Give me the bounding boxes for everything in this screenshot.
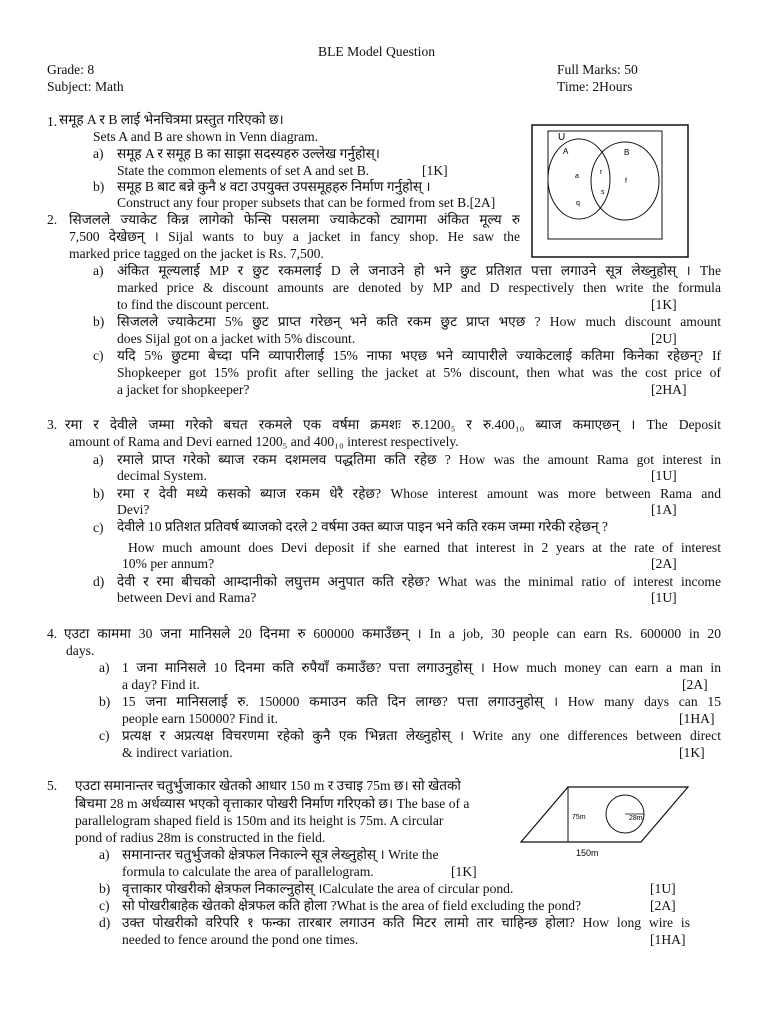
q1-english-text: Sets A and B are shown in Venn diagram. — [93, 129, 319, 144]
q1a-label: a) — [93, 146, 104, 161]
venn-label-u: U — [558, 132, 566, 143]
q3b-marks: [1A] — [651, 502, 677, 517]
q2c-line3: a jacket for shopkeeper? — [117, 382, 250, 397]
q5b-label: b) — [99, 881, 111, 896]
exam-title: BLE Model Question — [318, 44, 436, 59]
q5-text-line3: parallelogram shaped field is 150m and its height is 75m. A circular — [75, 813, 444, 828]
q5d-label: d) — [99, 915, 111, 930]
q4b-line1: 15 जना मानिसलाई रु. 150000 कमाउन कति दिन लाग्छ? पत्ता लगाउनुहोस् । How many days can 15 — [122, 694, 721, 709]
q4b-line2: people earn 150000? Find it. — [122, 711, 278, 726]
q3b-line2: Devi? — [117, 502, 150, 517]
q5d-marks: [1HA] — [650, 932, 686, 947]
venn-element-r: r — [600, 169, 603, 176]
q1-number: 1. — [47, 114, 58, 129]
subject-label: Subject: Math — [47, 79, 124, 94]
venn-label-b: B — [624, 148, 630, 157]
q3b-label: b) — [93, 486, 105, 501]
q3-text-line1: रमा र देवीले जम्मा गरेको बचत रकमले एक वर्षमा क्रमशः रु.1200₅ र रु.400₁₀ ब्याज कमाएछन् । The Deposit — [65, 417, 721, 432]
q4a-marks: [2A] — [682, 677, 708, 692]
q5d-line2: needed to fence around the pond one times. — [122, 932, 359, 947]
q1a-nepali-text: समूह A र समूह B का साझा सदस्यहरु उल्लेख गर्नुहोस्। — [117, 146, 380, 161]
q2a-label: a) — [93, 263, 104, 278]
q3a-line2: decimal System. — [117, 468, 207, 483]
q2b-label: b) — [93, 314, 105, 329]
venn-element-a: a — [575, 173, 579, 180]
venn-label-a: A — [563, 147, 569, 156]
q5a-line1: समानान्तर चतुर्भुजको क्षेत्रफल निकाल्ने सूत्र लेख्नुहोस् । Write the — [122, 847, 439, 862]
q5-text-line2: बिचमा 28 m अर्धव्यास भएको वृत्ताकार पोखरी निर्माण गरिएको छ। The base of a — [75, 796, 470, 811]
q2c-line2: Shopkeeper got 15% profit after selling the jacket at 5% discount, then what was the cost price of — [117, 365, 721, 380]
q3d-line1: देवी र रमा बीचको आम्दानीको लघुत्तम अनुपात कति रहेछ? What was the minimal ratio of interest income — [117, 574, 721, 589]
q4c-marks: [1K] — [679, 745, 705, 760]
grade-label: Grade: 8 — [47, 62, 95, 77]
q3-text-line2: amount of Rama and Devi earned 1200₅ and 400₁₀ interest respectively. — [69, 434, 459, 449]
q2c-line1: यदि 5% छुटमा बेच्दा पनि व्यापारीलाई 15% नाफा भएछ भने व्यापारीले ज्याकेटलाई कतिमा किनेका रहेछन्? If — [117, 348, 721, 363]
q3-number: 3. — [47, 417, 58, 432]
q2c-label: c) — [93, 348, 104, 363]
q4a-line1: 1 जना मानिसले 10 दिनमा कति रुपैयाँ कमाउँछ? पत्ता लगाउनुहोस् । How much money can earn a man in — [122, 660, 721, 675]
q3c-line1: देवीले 10 प्रतिशत प्रतिवर्ष ब्याजको दरले 2 वर्षमा उक्त ब्याज पाइन भने कति रकम जम्मा गरेकी रहेछन् ? — [117, 519, 608, 534]
q1a-marks: [1K] — [422, 163, 448, 178]
q2a-line3: to find the discount percent. — [117, 297, 270, 312]
full-marks-label: Full Marks: 50 — [557, 62, 638, 77]
q4c-line1: प्रत्यक्ष र अप्रत्यक्ष विचरणमा रहेको कुनै एक भिन्नता लेख्नुहोस् । Write any one differences between direct — [122, 728, 721, 743]
q3a-line1: रमाले प्राप्त गरेको ब्याज रकम दशमलव पद्धतिमा कति रहेछ ? How was the amount Rama got interest in — [117, 452, 721, 467]
figure-height-label: 75m — [572, 814, 586, 821]
q2b-line1: सिजलले ज्याकेटमा 5% छुट प्राप्त गरेछन् भने कति रकम छुट प्राप्त भएछ ? How much discount amount — [117, 314, 721, 329]
time-label: Time: 2Hours — [557, 79, 633, 94]
q3a-label: a) — [93, 452, 104, 467]
q2c-marks: [2HA] — [651, 382, 687, 397]
q3c-line2: How much amount does Devi deposit if she earned that interest in 2 years at the rate of interest — [128, 540, 721, 555]
q3c-label: c) — [93, 520, 104, 535]
q5a-line2: formula to calculate the area of parallelogram. — [122, 864, 374, 879]
q4-text-line1: एउटा काममा 30 जना मानिसले 20 दिनमा रु 600000 कमाउँछन् । In a job, 30 people can earn Rs. 600000 in 20 — [64, 626, 721, 641]
q2-number: 2. — [47, 212, 58, 227]
venn-element-f: f — [625, 178, 627, 185]
q5c-marks: [2A] — [650, 898, 676, 913]
q4b-marks: [1HA] — [679, 711, 715, 726]
q5c-line1: सो पोखरीबाहेक खेतको क्षेत्रफल कति होला ?What is the area of field excluding the pond? — [122, 898, 582, 913]
q1b-label: b) — [93, 179, 105, 194]
venn-element-s: s — [601, 189, 605, 196]
q5d-line1: उक्त पोखरीको वरिपरि १ फन्का तारबार लगाउन कति मिटर लामो तार चाहिन्छ होला? How long wire is — [122, 915, 690, 930]
q1a-english-text: State the common elements of set A and set B. — [117, 163, 370, 178]
q3d-marks: [1U] — [651, 590, 677, 605]
q2a-line2: marked price & discount amounts are denoted by MP and D respectively then write the formula — [117, 280, 721, 295]
q4-text-line2: days. — [66, 643, 95, 658]
q5-number: 5. — [47, 778, 58, 793]
q5a-marks: [1K] — [451, 864, 477, 879]
venn-element-q: q — [576, 200, 580, 207]
q4c-line2: & indirect variation. — [122, 745, 233, 760]
q2-text-line1: सिजलले ज्याकेट किन्न लागेको फेन्सि पसलमा ज्याकेटको ट्यागमा अंकित मूल्य रु — [69, 212, 520, 227]
q5-text-line4: pond of radius 28m is constructed in the field. — [75, 830, 326, 845]
venn-diagram — [531, 124, 689, 258]
parallelogram-figure — [520, 786, 690, 864]
q4c-label: c) — [99, 728, 110, 743]
q1b-nepali-text: समूह B बाट बन्ने कुनै ४ वटा उपयुक्त उपसमूहहरु निर्माण गर्नुहोस् । — [117, 179, 431, 194]
q3c-marks: [2A] — [651, 556, 677, 571]
q4b-label: b) — [99, 694, 111, 709]
q3d-label: d) — [93, 574, 105, 589]
q5c-label: c) — [99, 898, 110, 913]
q1b-english-text: Construct any four proper subsets that can be formed from set B.[2A] — [117, 195, 496, 210]
q5a-label: a) — [99, 847, 110, 862]
q2b-marks: [2U] — [651, 331, 677, 346]
q5b-line1: वृत्ताकार पोखरीको क्षेत्रफल निकाल्नुहोस् ।Calculate the area of circular pond. — [122, 881, 514, 896]
q5b-marks: [1U] — [650, 881, 676, 896]
q2a-marks: [1K] — [651, 297, 677, 312]
q2b-line2: does Sijal got on a jacket with 5% discount. — [117, 331, 356, 346]
q4-number: 4. — [47, 626, 58, 641]
q3c-line3: 10% per annum? — [122, 556, 215, 571]
q4a-label: a) — [99, 660, 110, 675]
q4a-line2: a day? Find it. — [122, 677, 200, 692]
figure-base-label: 150m — [576, 848, 599, 858]
figure-radius-label: 28m — [629, 815, 643, 822]
q2-text-line3: marked price tagged on the jacket is Rs. 7,500. — [69, 246, 324, 261]
q2a-line1: अंकित मूल्यलाई MP र छुट रकमलाई D ले जनाउने हो भने छुट प्रतिशत पत्ता लगाउने सूत्र लेख्नुहोस् । The — [117, 263, 721, 278]
q3a-marks: [1U] — [651, 468, 677, 483]
q5-text-line1: एउटा समानान्तर चतुर्भुजाकार खेतको आधार 150 m र उचाइ 75m छ। सो खेतको — [75, 778, 461, 793]
q2-text-line2: 7,500 देखेछन् । Sijal wants to buy a jacket in fancy shop. He saw the — [69, 229, 520, 244]
q1-nepali-text: समूह A र B लाई भेनचित्रमा प्रस्तुत गरिएको छ। — [59, 112, 284, 127]
q3b-line1: रमा र देवी मध्ये कसको ब्याज रकम धेरै रहेछ? Whose interest amount was more between Rama and — [117, 486, 721, 501]
q3d-line2: between Devi and Rama? — [117, 590, 257, 605]
